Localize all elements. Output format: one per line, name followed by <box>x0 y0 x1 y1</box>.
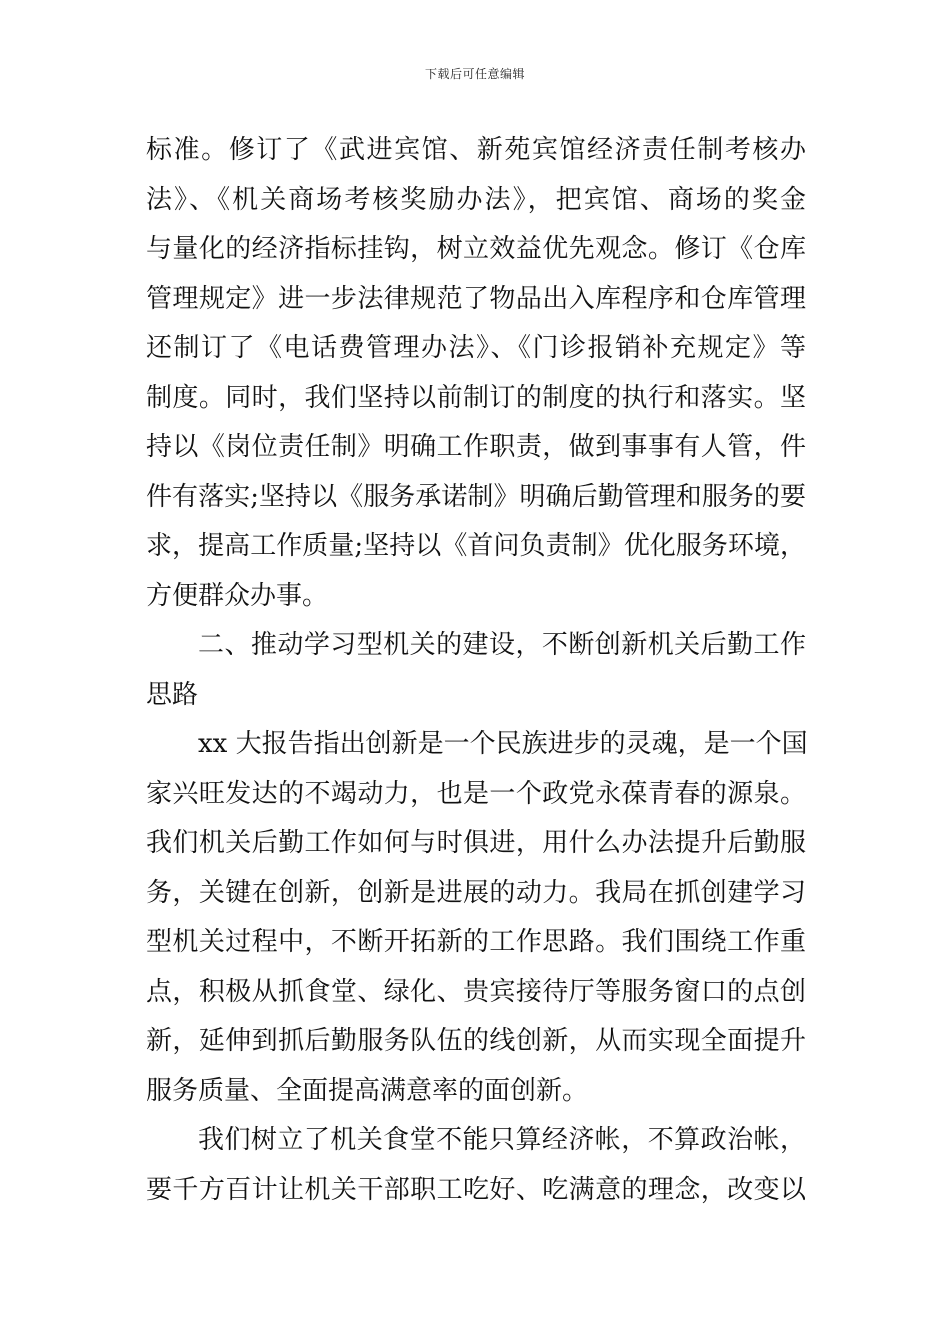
text-line: 标准。修订了《武进宾馆、新苑宾馆经济责任制考核办 <box>146 135 806 165</box>
paragraph-start-line: 我们树立了机关食堂不能只算经济帐，不算政治帐， <box>198 1125 806 1155</box>
text-line: 持以《岗位责任制》明确工作职责，做到事事有人管，件 <box>146 432 806 462</box>
text-line: 求，提高工作质量;坚持以《首问负责制》优化服务环境， <box>146 531 806 561</box>
text-line: 要千方百计让机关干部职工吃好、吃满意的理念，改变以 <box>146 1174 806 1205</box>
page-header: 下载后可任意编辑 <box>424 67 525 81</box>
paragraph-end-line: 方便群众办事。 <box>146 580 329 611</box>
paragraph-start-line: xx 大报告指出创新是一个民族进步的灵魂，是一个国 <box>198 729 808 759</box>
section-heading-line: 二、推动学习型机关的建设，不断创新机关后勤工作 <box>198 630 806 660</box>
text-line: 家兴旺发达的不竭动力，也是一个政党永葆青春的源泉。 <box>146 778 806 809</box>
text-line: 型机关过程中，不断开拓新的工作思路。我们围绕工作重 <box>146 927 806 957</box>
text-line: 还制订了《电话费管理办法》、《门诊报销补充规定》等 <box>146 333 806 363</box>
text-line: 管理规定》进一步法律规范了物品出入库程序和仓库管理 <box>146 283 806 314</box>
text-line: 务，关键在创新，创新是进展的动力。我局在抓创建学习 <box>146 877 806 908</box>
text-line: 制度。同时，我们坚持以前制订的制度的执行和落实。坚 <box>146 382 806 413</box>
text-line: 件有落实;坚持以《服务承诺制》明确后勤管理和服务的要 <box>146 481 806 512</box>
paragraph-end-line: 服务质量、全面提高满意率的面创新。 <box>146 1075 589 1106</box>
text-line: 我们机关后勤工作如何与时俱进，用什么办法提升后勤服 <box>146 828 806 858</box>
text-line: 新，延伸到抓后勤服务队伍的线创新，从而实现全面提升 <box>146 1026 806 1056</box>
text-line: 点，积极从抓食堂、绿化、贵宾接待厅等服务窗口的点创 <box>146 976 806 1007</box>
text-line: 法》、《机关商场考核奖励办法》，把宾馆、商场的奖金 <box>146 184 806 215</box>
section-heading-end-line: 思路 <box>146 679 199 710</box>
text-line: 与量化的经济指标挂钩，树立效益优先观念。修订《仓库 <box>146 234 806 264</box>
document-body <box>146 126 806 1215</box>
